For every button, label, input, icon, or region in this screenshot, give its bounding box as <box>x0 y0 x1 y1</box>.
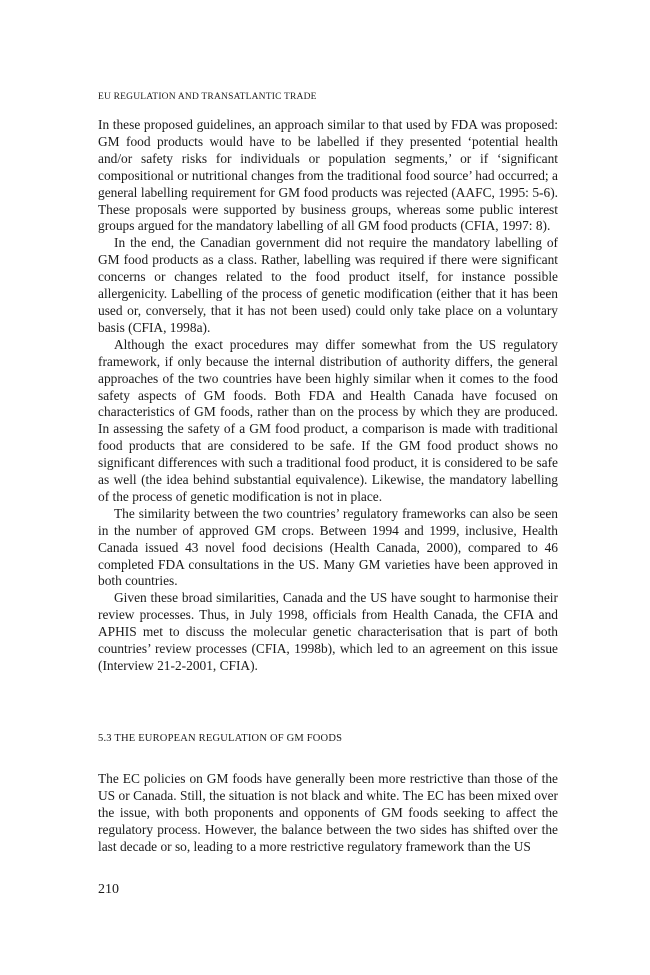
paragraph: Although the exact procedures may differ somewhat from the US regulatory framework, if only because the internal distribution of authority differs, the general approaches of the two countries have been highly similar when it comes to the food safety aspects of GM foods. Both FDA and Health Canada have focused on characteristics of GM foods, rather than on the process by which they are produced. In assessing the safety of a GM food product, a comparison is made with traditional food products that are considered to be safe. If the GM food product shows no significant differences with such a traditional food product, it is considered to be safe as well (the idea behind substantial equivalence). Likewise, the mandatory labelling of the process of genetic modification is not in place. <box>98 336 558 504</box>
paragraph: The EC policies on GM foods have generally been more restrictive than those of the US or Canada. Still, the situation is not black and white. The EC has been mixed over the issue, with both proponents and opponents of GM foods seeking to affect the regulatory process. However, the balance between the two sides has shifted over the last decade or so, leading to a more restrictive regulatory framework than the US <box>98 771 558 854</box>
paragraph: In these proposed guidelines, an approach similar to that used by FDA was proposed: GM food products would have to be labelled if they presented ‘potential health and/or safety risks for individuals or population segments,’ or if ‘significant compositional or nutritional changes from the traditional food source’ had occurred; a general labelling requirement for GM food products was rejected (AAFC, 1995: 5-6). These proposals were supported by business groups, whereas some public interest groups argued for the mandatory labelling of all GM food products (CFIA, 1997: 8). <box>98 117 558 234</box>
body-text <box>98 117 558 675</box>
page-number: 210 <box>98 882 119 897</box>
paragraph: Given these broad similarities, Canada and the US have sought to harmonise their review processes. Thus, in July 1998, officials from Health Canada, the CFIA and APHIS met to discuss the molecular genetic characterisation that is part of both countries’ review processes (CFIA, 1998b), which led to an agreement on this issue (Interview 21-2-2001, CFIA). <box>98 590 558 673</box>
paragraph: In the end, the Canadian government did not require the mandatory labelling of GM food products as a class. Rather, labelling was required if there were significant concerns or changes related to the food product itself, for instance possible allergenicity. Labelling of the process of genetic modification (either that it has been used or, conversely, that it has not been used) could only take place on a voluntary basis (CFIA, 1998a). <box>98 235 558 335</box>
section-heading: 5.3 THE EUROPEAN REGULATION OF GM FOODS <box>98 733 343 744</box>
paragraph: The similarity between the two countries’ regulatory frameworks can also be seen in the number of approved GM crops. Between 1994 and 1999, inclusive, Health Canada issued 43 novel food decisions (Health Canada, 2000), compared to 46 completed FDA consultations in the US. Many GM varieties have been approved in both countries. <box>98 505 558 589</box>
section-body <box>98 771 558 856</box>
running-head: EU REGULATION AND TRANSATLANTIC TRADE <box>98 92 317 102</box>
